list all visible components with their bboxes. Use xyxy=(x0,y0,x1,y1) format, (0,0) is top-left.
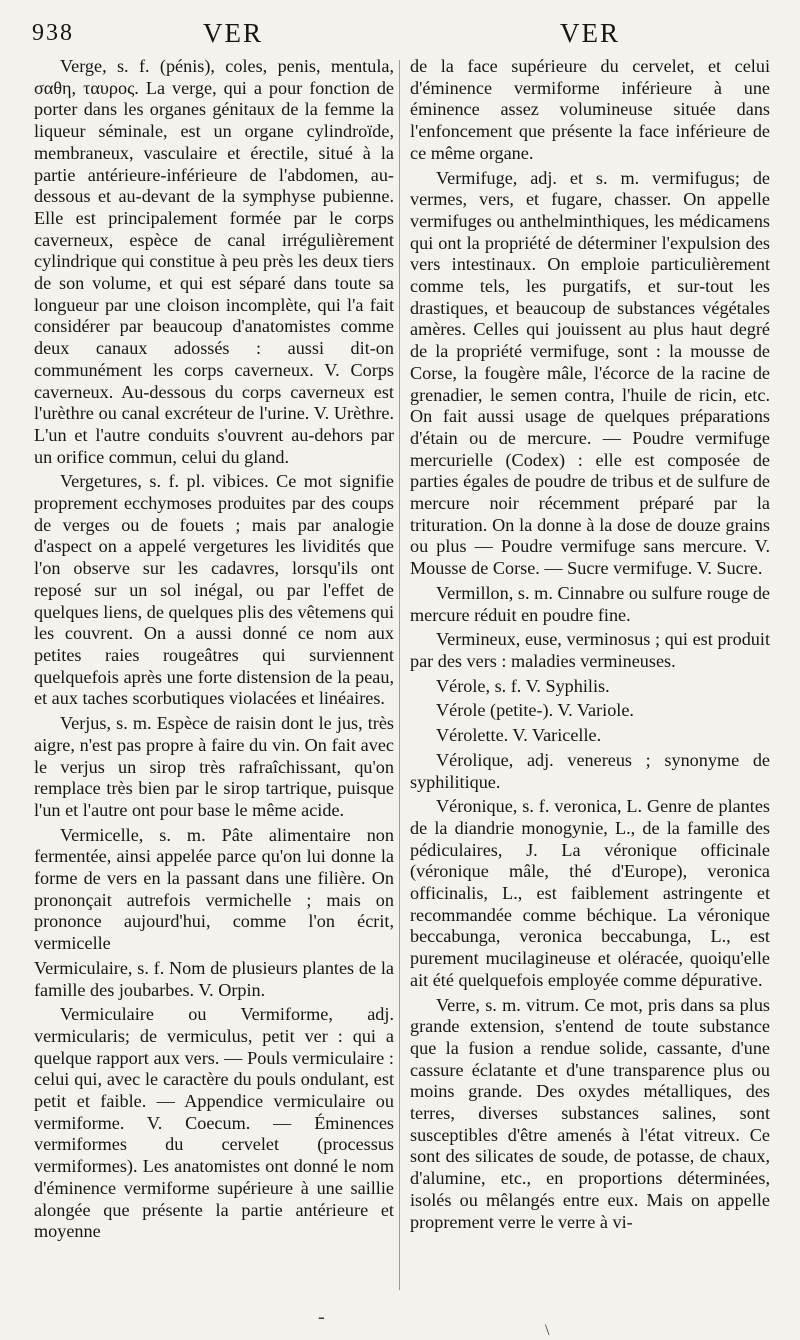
entry-verre: Verre, s. m. vitrum. Ce mot, pris dans sa plus grande extension, s'entend de toute substance que la fusion a rendue solide, cassante, d'une cassure éclatante et d'une transparence plus ou moins grande. Des oxydes métalliques, des terres, diverses substances salines, sont susceptibles d'être amenés à l'état vitreux. Ce sont des silicates de soude, de potasse, de chaux, d'alumine, etc., en proportions déterminées, isolés ou mêlangés entre eux. Mais on appelle proprement verre le verre à vi- xyxy=(410,994,770,1232)
entry-verge: Verge, s. f. (pénis), coles, penis, mentula, σαθη, ταυρος. La verge, qui a pour fonction de porter dans les organes génitaux de la femme la liqueur séminale, est un organe cylindroïde, membraneux, vasculaire et érectile, situé à la partie antérieure-inférieure de l'abdomen, au-dessous et au-devant de la symphyse pubienne. Elle est principalement formée par le corps caverneux, espèce de canal irrégulièrement cylindrique qui constitue à peu près les deux tiers de son volume, et qui est séparé dans toute sa longueur par une cloison incomplète, qui l'a fait considérer par beaucoup d'anatomistes comme deux canaux adossés : aussi dit-on communément les corps caverneux. V. Corps caverneux. Au-dessous du corps caverneux est l'urèthre ou canal excréteur de l'urine. V. Urèthre. L'un et l'autre conduits s'ouvrent au-dehors par un orifice commun, celui du gland. xyxy=(34,56,394,467)
entry-vermiculaire-adj: Vermiculaire ou Vermiforme, adj. vermicularis; de vermiculus, petit ver : qui a quelque rapport aux vers. — Pouls vermiculaire : celui qui, avec le caractère du pouls ondulant, est petit et faible. — Appendice vermiculaire ou vermiforme. V. Coecum. — Éminences vermiformes du cervelet (processus vermiformes). Les anatomistes ont donné le nom d'éminence vermiforme supérieure à une saillie alongée que présente la partie antérieure et moyenne xyxy=(34,1004,394,1242)
page-number: 938 xyxy=(32,20,74,46)
page-header xyxy=(0,0,800,58)
right-column xyxy=(410,56,770,1236)
entry-continuation: de la face supérieure du cervelet, et celui d'éminence vermiforme inférieure à une éminence assez volumineuse située dans l'enfoncement que présente la face inférieure de ce même organe. xyxy=(410,56,770,163)
footer-mark-left: - xyxy=(318,1306,325,1328)
entry-verjus: Verjus, s. m. Espèce de raisin dont le jus, très aigre, n'est pas propre à faire du vin. On fait avec le verjus un sirop très rafraîchissant, qu'on remplace très bien par le sirop tartrique, puisque l'un et l'autre ont pour base le même acide. xyxy=(34,713,394,820)
running-head-right: VER xyxy=(560,18,620,48)
left-column xyxy=(34,56,394,1246)
entry-vergetures: Vergetures, s. f. pl. vibices. Ce mot signifie proprement ecchymoses produites par des coups de verges ou de fouets ; mais par analogie d'aspect on a appelé vergetures les lividités que l'on observe sur les cadavres, lorsqu'ils ont reposé sur un sol inégal, ou par l'effet de quelques liens, de quelques plis des vêtemens qui les couvrent. On a aussi donné ce nom aux petites raies rougeâtres qui surviennent quelquefois après une forte distension de la peau, et aux taches scorbutiques violacées et linéaires. xyxy=(34,471,394,709)
entry-vermifuge: Vermifuge, adj. et s. m. vermifugus; de vermes, vers, et fugare, chasser. On appelle vermifuges ou anthelminthiques, les médicamens qui ont la propriété de déterminer l'expulsion des vers intestinaux. On emploie particulièrement comme tels, les purgatifs, et sur-tout les drastiques, et beaucoup de substances végétales amères. Celles qui jouissent au plus haut degré de la propriété vermifuge, sont : la mousse de Corse, la fougère mâle, l'écorce de la racine de grenadier, le semen contra, l'huile de ricin, etc. On fait aussi usage de quelques préparations d'étain ou de mercure. — Poudre vermifuge mercurielle (Codex) : elle est composée de parties égales de poudre de tribus et de sulfure de mercure noir récemment préparé par la trituration. On la donne à la dose de douze grains ou plus — Poudre vermifuge sans mercure. V. Mousse de Corse. — Sucre vermifuge. V. Sucre. xyxy=(410,167,770,579)
entry-vermiculaire-plant: Vermiculaire, s. f. Nom de plusieurs plantes de la famille des joubarbes. V. Orpin. xyxy=(34,957,394,1000)
entry-veronique: Véronique, s. f. veronica, L. Genre de plantes de la diandrie monogynie, L., de la famille des pédiculaires, J. La véronique officinale (véronique mâle, thé d'Europe), veronica officinalis, L., est faiblement astringente et recommandée comme béchique. La véronique beccabunga, veronica beccabunga, L., est purement mucilagineuse et oléracée, quoiqu'elle ait été quelquefois employée comme dépurative. xyxy=(410,796,770,990)
entry-petite-verole: Vérole (petite-). V. Variole. xyxy=(436,700,634,721)
entry-vermillon: Vermillon, s. m. Cinnabre ou sulfure rouge de mercure réduit en poudre fine. xyxy=(410,582,770,625)
entry-verolique: Vérolique, adj. venereus ; synonyme de syphilitique. xyxy=(410,749,770,792)
entry-verole: Vérole, s. f. V. Syphilis. xyxy=(436,675,610,696)
entry-verolette: Vérolette. V. Varicelle. xyxy=(436,725,602,746)
entry-vermicelle: Vermicelle, s. m. Pâte alimentaire non fermentée, ainsi appelée parce qu'on lui donne la forme de vers en la passant dans une filière. On prononçait autrefois vermichelle ; mais on prononce aujourd'hui, comme l'on écrit, vermicelle xyxy=(34,824,394,954)
entry-vermineux: Vermineux, euse, verminosus ; qui est produit par des vers : maladies vermineuses. xyxy=(410,629,770,671)
footer-mark-right: \ xyxy=(545,1322,550,1339)
column-divider xyxy=(399,60,400,1290)
running-head-left: VER xyxy=(203,18,263,48)
